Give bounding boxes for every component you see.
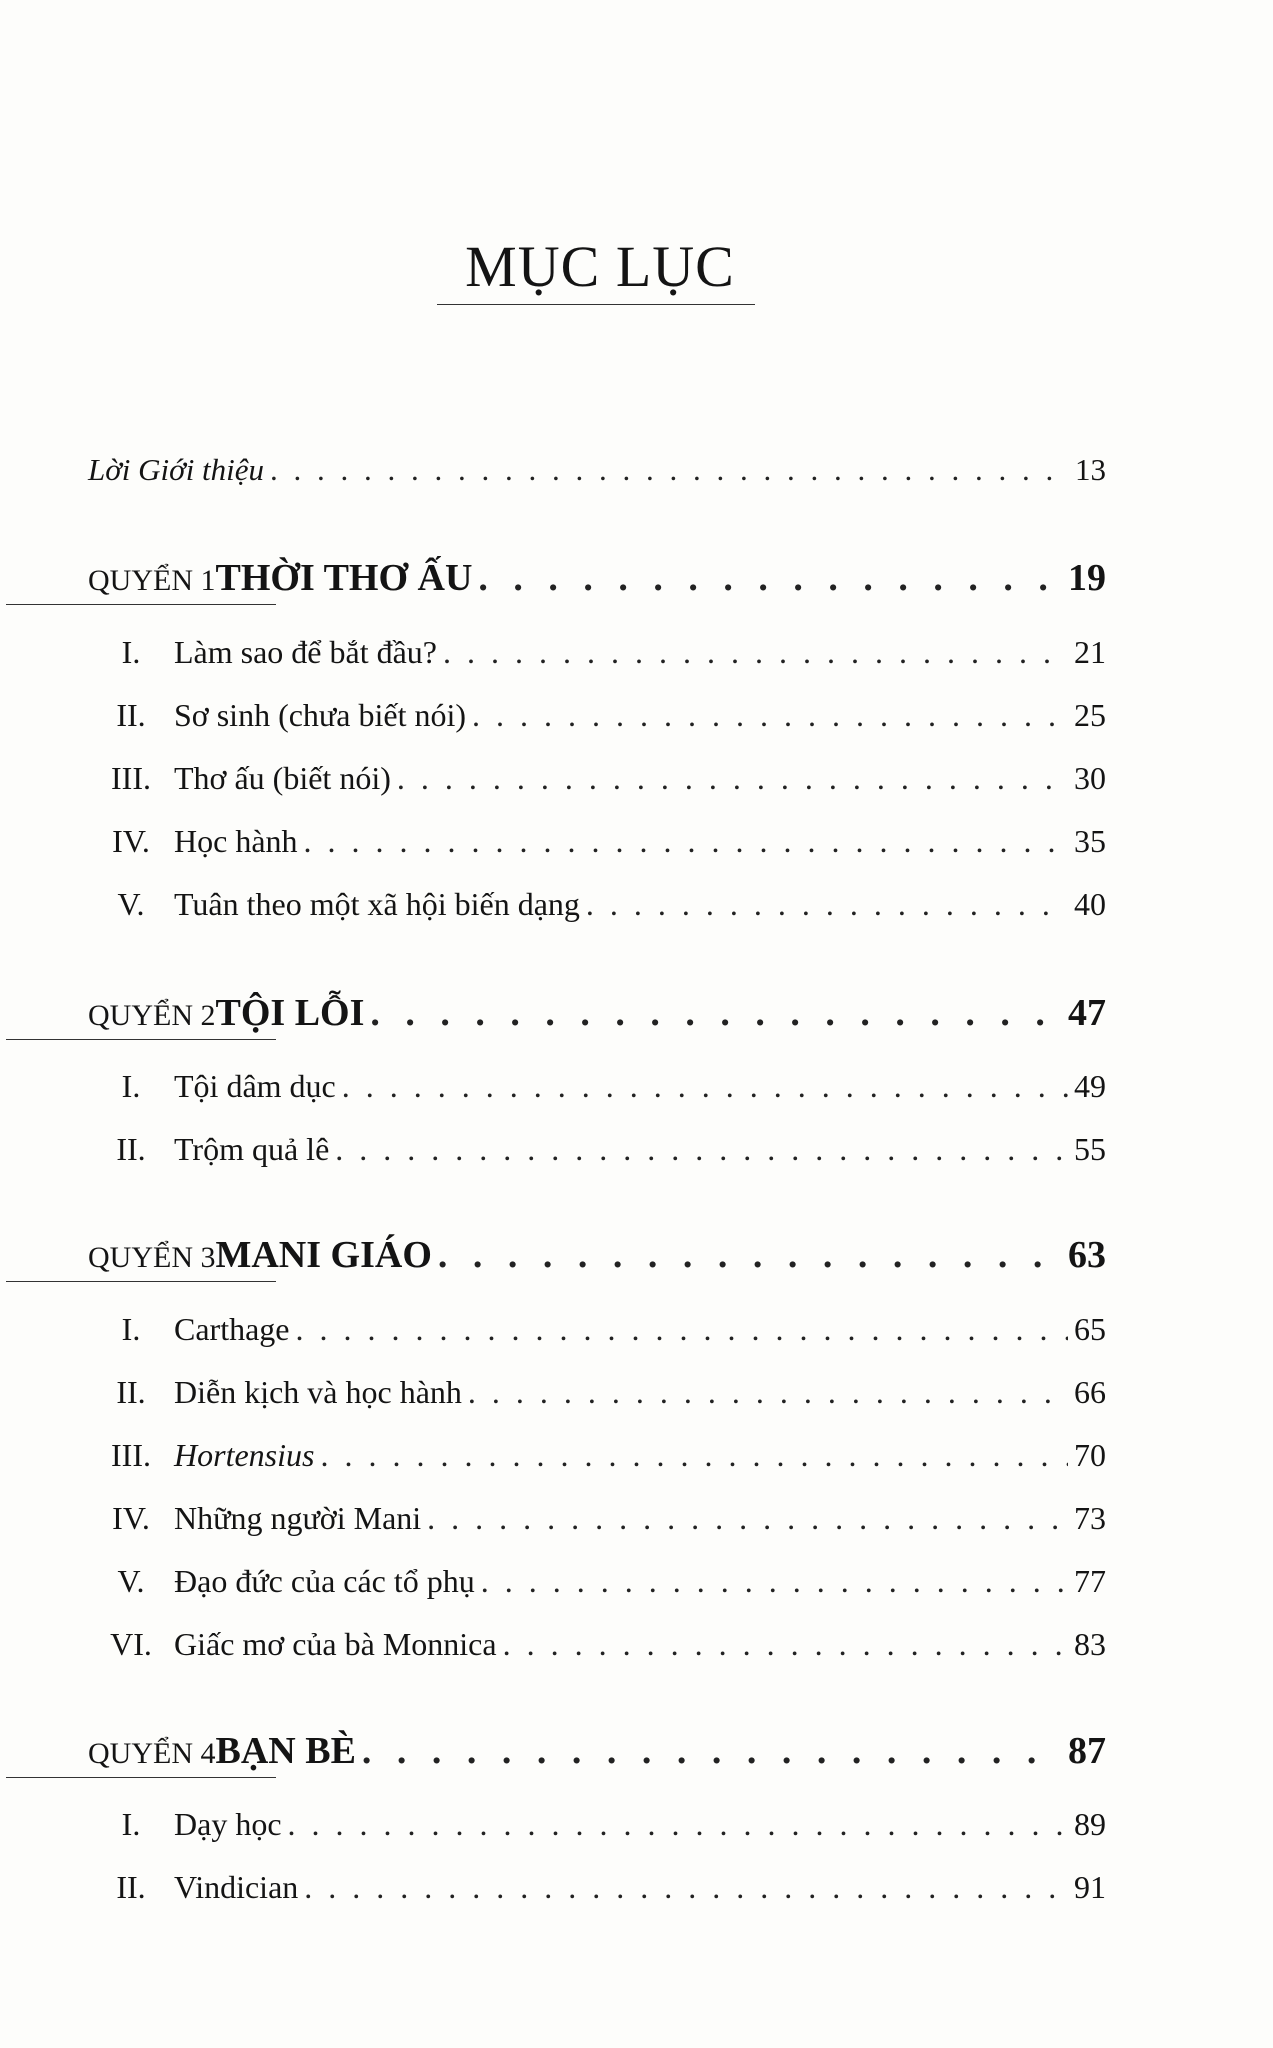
entry-roman: I. (121, 1068, 141, 1104)
dot-leader (443, 634, 1068, 671)
dot-leader (586, 886, 1068, 923)
book-label: QUYỂN 1 (88, 564, 216, 597)
entry-roman: II. (116, 697, 146, 733)
entry-roman: VI. (110, 1626, 152, 1662)
dot-leader (362, 1729, 1062, 1773)
dot-leader (427, 1500, 1068, 1537)
entry-title: Sơ sinh (chưa biết nói) (174, 697, 466, 733)
toc-entry[interactable] (88, 823, 1106, 873)
entry-page-number: 55 (1074, 1131, 1106, 1167)
entry-page-number: 25 (1074, 697, 1106, 733)
dot-leader (296, 1311, 1069, 1348)
entry-title: Học hành (174, 823, 298, 859)
page-title: MỤC LỤC (465, 234, 735, 299)
toc-entry[interactable] (88, 1437, 1106, 1487)
toc-entry[interactable] (88, 886, 1106, 936)
title-underline (437, 304, 755, 305)
toc-entry[interactable] (88, 634, 1106, 684)
dot-leader (270, 452, 1069, 488)
entry-roman: III. (111, 760, 151, 796)
book-3-heading[interactable] (88, 1233, 1106, 1283)
entry-roman: I. (121, 1311, 141, 1347)
book-page-number: 87 (1068, 1730, 1106, 1772)
book-4-heading[interactable] (88, 1729, 1106, 1779)
entry-title: Trộm quả lê (174, 1131, 330, 1167)
intro-label: Lời Giới thiệu (88, 452, 265, 487)
book-3-rule (6, 1281, 276, 1282)
book-4-rule (6, 1777, 276, 1778)
book-title: BẠN BÈ (215, 1730, 356, 1772)
entry-roman: V. (117, 1563, 145, 1599)
dot-leader (503, 1626, 1068, 1663)
entry-title: Hortensius (174, 1437, 315, 1473)
entry-page-number: 66 (1074, 1374, 1106, 1410)
entry-roman: III. (111, 1437, 151, 1473)
entry-page-number: 30 (1074, 760, 1106, 796)
toc-entry[interactable] (88, 1311, 1106, 1361)
dot-leader (438, 1233, 1062, 1277)
entry-title: Làm sao để bắt đầu? (174, 634, 437, 670)
entry-page-number: 73 (1074, 1500, 1106, 1536)
entry-roman: II. (116, 1374, 146, 1410)
dot-leader (342, 1068, 1068, 1105)
toc-entry[interactable] (88, 1374, 1106, 1424)
entry-page-number: 49 (1074, 1068, 1106, 1104)
dot-leader (370, 991, 1062, 1035)
entry-roman: IV. (112, 1500, 150, 1536)
entry-title: Tội dâm dục (174, 1068, 336, 1104)
entry-page-number: 77 (1074, 1563, 1106, 1599)
entry-roman: I. (121, 1806, 141, 1842)
entry-roman: II. (116, 1131, 146, 1167)
entry-roman: IV. (112, 823, 150, 859)
toc-entry[interactable] (88, 1500, 1106, 1550)
book-label: QUYỂN 2 (88, 999, 216, 1032)
toc-entry[interactable] (88, 1563, 1106, 1613)
entry-page-number: 21 (1074, 634, 1106, 670)
toc-entry[interactable] (88, 697, 1106, 747)
toc-entry[interactable] (88, 1869, 1106, 1919)
book-page-number: 47 (1068, 992, 1106, 1034)
entry-page-number: 35 (1074, 823, 1106, 859)
entry-title: Dạy học (174, 1806, 282, 1842)
book-title: THỜI THƠ ẤU (215, 557, 473, 599)
dot-leader (468, 1374, 1068, 1411)
book-label: QUYỂN 4 (88, 1737, 216, 1770)
dot-leader (304, 1869, 1068, 1906)
entry-page-number: 40 (1074, 886, 1106, 922)
book-page-number: 63 (1068, 1234, 1106, 1276)
toc-intro-row[interactable] (88, 452, 1106, 502)
entry-title: Diễn kịch và học hành (174, 1374, 462, 1410)
entry-title: Vindician (174, 1869, 299, 1905)
book-1-rule (6, 604, 276, 605)
entry-page-number: 65 (1074, 1311, 1106, 1347)
entry-page-number: 89 (1074, 1806, 1106, 1842)
entry-title: Giấc mơ của bà Monnica (174, 1626, 497, 1662)
entry-title: Carthage (174, 1311, 290, 1347)
entry-roman: I. (121, 634, 141, 670)
dot-leader (397, 760, 1068, 797)
toc-entry[interactable] (88, 1068, 1106, 1118)
book-1-heading[interactable] (88, 556, 1106, 606)
book-2-rule (6, 1039, 276, 1040)
entry-roman: II. (116, 1869, 146, 1905)
entry-title: Tuân theo một xã hội biến dạng (174, 886, 580, 922)
dot-leader (304, 823, 1068, 860)
toc-entry[interactable] (88, 1131, 1106, 1181)
book-label: QUYỂN 3 (88, 1241, 216, 1274)
dot-leader (478, 556, 1062, 600)
entry-title: Thơ ấu (biết nói) (174, 760, 391, 796)
toc-entry[interactable] (88, 1806, 1106, 1856)
book-title: TỘI LỖI (215, 992, 365, 1034)
dot-leader (335, 1131, 1068, 1168)
entry-title: Đạo đức của các tổ phụ (174, 1563, 475, 1599)
entry-page-number: 70 (1074, 1437, 1106, 1473)
dot-leader (481, 1563, 1068, 1600)
book-page-number: 19 (1068, 557, 1106, 599)
dot-leader (288, 1806, 1068, 1843)
entry-roman: V. (117, 886, 145, 922)
dot-leader (472, 697, 1068, 734)
entry-page-number: 83 (1074, 1626, 1106, 1662)
dot-leader (320, 1437, 1068, 1474)
toc-entry[interactable] (88, 1626, 1106, 1676)
entry-page-number: 91 (1074, 1869, 1106, 1905)
intro-page-number: 13 (1075, 452, 1106, 487)
book-2-heading[interactable] (88, 991, 1106, 1041)
book-title: MANI GIÁO (215, 1234, 432, 1276)
entry-title: Những người Mani (174, 1500, 422, 1536)
toc-entry[interactable] (88, 760, 1106, 810)
